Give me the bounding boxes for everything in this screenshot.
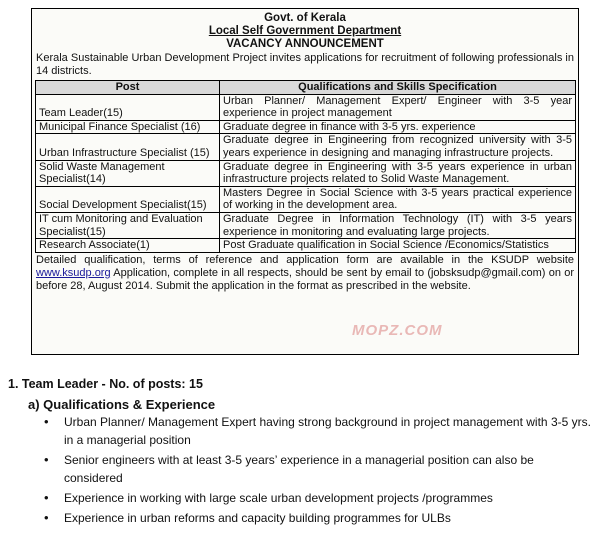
bullet-text: Experience in working with large scale urban development projects /programmes	[64, 491, 493, 505]
bullet-icon: •	[44, 452, 49, 467]
qualification-bullet-list	[38, 413, 593, 529]
vacancy-table	[35, 80, 576, 253]
qualification-cell: Graduate degree in Engineering with 3-5 years experience in urban infrastructure projects related to Solid Waste Management.	[220, 160, 576, 186]
post-cell: Social Development Specialist(15)	[36, 186, 220, 212]
post-cell: IT cum Monitoring and Evaluation Specialist(15)	[36, 212, 220, 238]
watermark-logo: MOPZ.COM	[352, 322, 443, 339]
post-cell: Research Associate(1)	[36, 239, 220, 253]
bullet-text: Urban Planner/ Management Expert having strong background in project management with 3-5 yrs. in a managerial position	[64, 415, 591, 447]
table-row	[36, 212, 576, 238]
bullet-icon: •	[44, 490, 49, 505]
ksudp-website-link[interactable]: www.ksudp.org	[36, 266, 111, 279]
qualification-cell: Graduate Degree in Information Technology (IT) with 3-5 years experience in monitoring and evaluating large projects.	[220, 212, 576, 238]
post-cell: Team Leader(15)	[36, 94, 220, 120]
table-row	[36, 134, 576, 160]
header-govt: Govt. of Kerala	[264, 12, 346, 24]
table-row	[36, 94, 576, 120]
bullet-icon: •	[44, 414, 49, 429]
list-item	[38, 413, 593, 449]
qualification-cell: Graduate degree in Engineering from recognized university with 3-5 years experience in designing and managing infrastructure projects.	[220, 134, 576, 160]
post-cell: Municipal Finance Specialist (16)	[36, 120, 220, 134]
bullet-text: Experience in urban reforms and capacity building programmes for ULBs	[64, 511, 451, 525]
table-header-row	[36, 81, 576, 95]
qualification-cell: Masters Degree in Social Science with 3-5 years practical experience of working in the development area.	[220, 186, 576, 212]
application-instructions	[32, 254, 578, 293]
table-row	[36, 160, 576, 186]
subsection-title-qualifications: a) Qualifications & Experience	[28, 397, 216, 412]
header-department: Local Self Government Department	[208, 25, 402, 37]
col-header-post: Post	[36, 81, 220, 95]
intro-text: Kerala Sustainable Urban Development Project invites applications for recruitment of following professionals in 14 districts.	[36, 52, 574, 77]
table-row	[36, 239, 576, 253]
instructions-text-2: Application, complete in all respects, should be sent by email to (jobsksudp@gmail.com) on or before 28, August 2014. Submit the application in the format as prescribed in the website.	[36, 266, 574, 292]
post-cell: Solid Waste Management Specialist(14)	[36, 160, 220, 186]
vacancy-notice-box	[31, 8, 579, 355]
instructions-text-1: Detailed qualification, terms of reference and application form are available in the KSUDP website	[36, 253, 574, 266]
list-item	[38, 509, 593, 527]
header-announcement: VACANCY ANNOUNCEMENT	[226, 38, 384, 50]
bullet-icon: •	[44, 510, 49, 525]
post-cell: Urban Infrastructure Specialist (15)	[36, 134, 220, 160]
table-row	[36, 120, 576, 134]
col-header-qualifications: Qualifications and Skills Specification	[220, 81, 576, 95]
qualification-cell: Urban Planner/ Management Expert/ Engineer with 3-5 year experience in project management	[220, 94, 576, 120]
section-title-team-leader: 1. Team Leader - No. of posts: 15	[8, 377, 203, 391]
bullet-text: Senior engineers with at least 3-5 years’ experience in a managerial position can also be considered	[64, 453, 534, 485]
qualification-cell: Post Graduate qualification in Social Science /Economics/Statistics	[220, 239, 576, 253]
list-item	[38, 489, 593, 507]
list-item	[38, 451, 593, 487]
table-row	[36, 186, 576, 212]
qualification-cell: Graduate degree in finance with 3-5 yrs. experience	[220, 120, 576, 134]
